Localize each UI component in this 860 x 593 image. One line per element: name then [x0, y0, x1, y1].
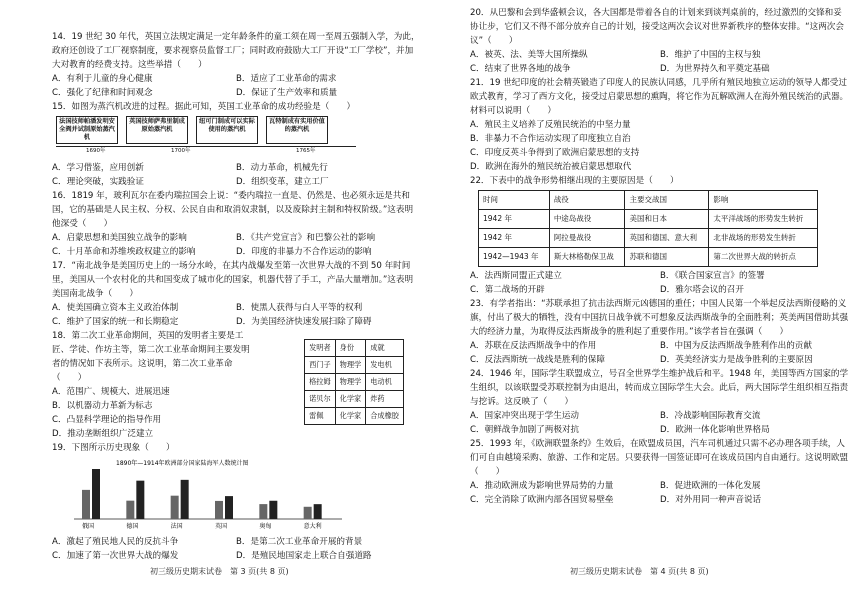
table-header: 主要交战国	[625, 191, 709, 210]
option-d: D．是殖民地国家走上联合自强道路	[236, 551, 372, 561]
category-label: 奥匈	[259, 523, 272, 530]
option-a: A．启蒙思想和美国独立战争的影响	[52, 233, 187, 243]
question-text: 15．如图为蒸汽机改进的过程。据此可知，英国工业革命的成功经验是（ ）	[52, 102, 356, 112]
question-text: 14．19 世纪 30 年代，英国立法规定满足一定年龄条件的童工须在周一至周五强制入学，为此，政府还创设了工厂视察制度，要求视察员监督工厂；同时政府鼓励大工厂开设“工厂学校”，并加大对教育的经费支持。这些举措（ ）	[52, 32, 420, 70]
option-d: D．保证了生产效率和质量	[236, 88, 338, 98]
question-21	[470, 76, 850, 174]
option-a: A．范围广、规模大、进展迅速	[52, 387, 170, 397]
option-b: B．《共产党宣言》和巴黎公社的影响	[236, 233, 376, 243]
chart-bar	[304, 507, 312, 519]
option-b: B．是第二次工业革命开展的背景	[236, 537, 363, 547]
question-text: 19．下图所示历史现象（ ）	[52, 443, 175, 453]
table-cell: 1942 年	[479, 210, 550, 229]
table-cell: 苏联和德国	[625, 248, 709, 267]
year-label: 1765年	[296, 148, 316, 154]
option-c: C．维护了国家的统一和长期稳定	[52, 317, 179, 327]
chart-bar	[136, 481, 144, 519]
option-c: C．强化了纪律和时间观念	[52, 88, 153, 98]
table-cell: 斯大林格勒保卫战	[549, 248, 625, 267]
table-header: 身份	[335, 340, 366, 357]
flow-box: 纽可门制成可以实际使用的蒸汽机	[196, 116, 258, 144]
question-23	[470, 297, 850, 367]
table-cell: 北非战场的形势发生转折	[709, 229, 818, 248]
option-d: D．为美国经济快速发展扫除了障碍	[236, 317, 372, 327]
table-cell: 雷佩	[305, 408, 336, 425]
option-a: A．国家冲突出现于学生运动	[470, 411, 580, 421]
option-a: A．有利于儿童的身心健康	[52, 74, 153, 84]
category-label: 俄国	[82, 523, 95, 530]
chart-bar	[269, 501, 277, 519]
question-text: 18．第二次工业革命期间，英国的发明者主要是工匠、学徒、作坊主等，第二次工业革命期间主要发明者的情况如下表所示。这说明，第二次工业革命（ ）	[52, 331, 250, 383]
option-c: C．十月革命和苏维埃政权建立的影响	[52, 247, 196, 257]
option-d: D．推动垄断组织广泛建立	[52, 429, 154, 439]
option-b: B．动力革命，机械先行	[236, 163, 328, 173]
option-d: D．欧洲在海外的殖民统治被启蒙思想取代	[470, 162, 632, 172]
option-b: B．促进欧洲的一体化发展	[660, 481, 761, 491]
chart-bar	[171, 496, 179, 519]
table-cell: 化学家	[335, 408, 366, 425]
option-c: C．朝鲜战争加剧了两极对抗	[470, 425, 580, 435]
chart-bar	[225, 496, 233, 519]
table-cell: 炸药	[366, 391, 404, 408]
table-cell: 电动机	[366, 374, 404, 391]
war-table	[478, 190, 818, 267]
question-text: 17．“南北战争是美国历史上的一场分水岭，在其内战爆发至第一次世界大战的不到 50 年时间里，美国从一个农村化的共和国变成了城市化的国家，机器代替了手工，产品大量增加。”这表明美国南北战争（ ）	[52, 261, 414, 299]
option-c: C．结束了世界各地的战争	[470, 64, 571, 74]
question-17	[52, 259, 420, 329]
option-b: B．中国为反法西斯战争胜利作出的贡献	[660, 341, 812, 351]
chart-bar	[215, 501, 223, 519]
inventor-table	[304, 339, 404, 425]
option-b: B．非暴力不合作运动实现了印度独立自治	[470, 134, 631, 144]
chart-bar	[314, 504, 322, 519]
page-footer: 初三级历史期末试卷 第 3 页(共 8 页)	[150, 567, 289, 576]
steam-engine-flow	[56, 116, 420, 144]
table-cell: 英国和德国、意大利	[625, 229, 709, 248]
table-cell: 诺贝尔	[305, 391, 336, 408]
flow-box: 英国技师萨弗里制成原始蒸汽机	[126, 116, 188, 144]
chart-title: 1890年—1914年欧洲部分国家陆海军人数统计图	[116, 460, 249, 467]
table-cell: 合成橡胶	[366, 408, 404, 425]
question-14	[52, 30, 420, 100]
question-text: 25．1993 年，《欧洲联盟条约》生效后，在欧盟成员国，汽车司机通过只需不必办理各项手续，人们可自由越境采购、旅游、工作和定居。只要获得一国签证即可在该成员国内自由通行。这说明欧盟（ ）	[470, 439, 849, 477]
table-cell: 阿拉曼战役	[549, 229, 625, 248]
option-d: D．为世界持久和平奠定基础	[660, 64, 770, 74]
question-24	[470, 367, 850, 437]
option-c: C．完全消除了欧洲内部各国贸易壁垒	[470, 495, 614, 505]
question-25	[470, 437, 850, 507]
question-22	[470, 174, 850, 297]
table-header: 时间	[479, 191, 550, 210]
question-15	[52, 100, 420, 189]
option-a: A．法西斯同盟正式建立	[470, 271, 562, 281]
option-a: A．使美国确立资本主义政治体制	[52, 303, 179, 313]
table-header: 影响	[709, 191, 818, 210]
table-cell: 发电机	[366, 357, 404, 374]
option-d: D．英美经济实力是战争胜利的主要原因	[660, 355, 813, 365]
table-cell: 1942—1943 年	[479, 248, 550, 267]
option-a: A．被英、法、美等大国所操纵	[470, 50, 588, 60]
option-c: C．加速了第一次世界大战的爆发	[52, 551, 179, 561]
chart-bar	[181, 480, 189, 519]
table-cell: 1942 年	[479, 229, 550, 248]
page-footer: 初三级历史期末试卷 第 4 页(共 8 页)	[570, 567, 709, 576]
option-a: A．苏联在反法西斯战争中的作用	[470, 341, 597, 351]
question-text: 20．从巴黎和会到华盛顿会议，各大国都是带着各自的计划来到谈判桌前的，经过激烈的交锋和妥协让步，它们又不得不部分放弃自己的计划，接受这两次会议对世界新秩序的整体安排。“这两次会议”（ ）	[470, 8, 844, 46]
question-text: 22．下表中的战争形势相继出现的主要原因是（ ）	[470, 176, 679, 186]
flow-box: 法国技师帕潘发明安全阀并试制原始蒸汽机	[56, 116, 118, 144]
question-text: 24．1946 年，国际学生联盟成立，号召全世界学生维护战后和平。1948 年，美国等西方国家的学生组织，以该联盟受苏联控制为由退出，转而成立国际学生大会。此后，两大国际学生组织相互指责与挖诉。这反映了（ ）	[470, 369, 849, 407]
table-cell: 化学家	[335, 391, 366, 408]
option-b: B．《联合国家宣言》的签署	[660, 271, 765, 281]
option-c: C．反法西斯统一战线是胜利的保障	[470, 355, 605, 365]
option-b: B．冷战影响国际教育交流	[660, 411, 761, 421]
category-label: 意大利	[303, 523, 322, 530]
chart-svg	[56, 457, 346, 535]
chart-bar	[82, 490, 90, 519]
option-a: A．激起了殖民地人民的反抗斗争	[52, 537, 179, 547]
chart-bar	[126, 501, 134, 519]
category-label: 法国	[170, 523, 183, 530]
right-page	[430, 0, 860, 593]
table-cell: 物理学	[335, 374, 366, 391]
option-d: D．印度的非暴力不合作运动的影响	[236, 247, 372, 257]
option-d: D．对外用同一种声音说话	[660, 495, 762, 505]
option-d: D．欧洲一体化影响世界格局	[660, 425, 770, 435]
year-label: 1700年	[171, 148, 191, 154]
table-cell: 第二次世界大战的转折点	[709, 248, 818, 267]
question-19	[52, 441, 420, 563]
question-16	[52, 189, 420, 259]
table-cell: 西门子	[305, 357, 336, 374]
table-header: 发明者	[305, 340, 336, 357]
category-label: 英国	[215, 523, 228, 530]
question-text: 21．19 世纪印度的社会精英锻造了印度人的民族认同感，几乎所有殖民地独立运动的领导人都受过欧式教育，学习了西方文化，接受过启蒙思想的熏陶，将它作为瓦解欧洲人在海外殖民统治的武器。材料可以说明（ ）	[470, 78, 849, 116]
question-20	[470, 6, 850, 76]
category-label: 德国	[126, 523, 139, 530]
question-18	[52, 329, 420, 441]
table-cell: 物理学	[335, 357, 366, 374]
table-cell: 美国和日本	[625, 210, 709, 229]
option-b: B．使黑人获得与白人平等的权利	[236, 303, 363, 313]
option-a: A．殖民主义培养了反殖民统治的中坚力量	[470, 120, 631, 130]
table-cell: 格拉姆	[305, 374, 336, 391]
option-b: B．以机器动力革新为标志	[52, 401, 153, 411]
army-chart	[56, 457, 346, 535]
option-c: C．印度反英斗争得到了欧洲启蒙思想的支持	[470, 148, 640, 158]
flow-box: 瓦特制成有实用价值的蒸汽机	[266, 116, 328, 144]
chart-bar	[92, 469, 100, 519]
table-cell: 太平洋战场的形势发生转折	[709, 210, 818, 229]
option-a: A．推动欧洲成为影响世界局势的力量	[470, 481, 614, 491]
chart-bar	[259, 504, 267, 519]
option-c: C．第二战场的开辟	[470, 285, 545, 295]
question-text: 23．有学者指出：“苏联承担了抗击法西斯元凶德国的重任；中国人民第一个举起反法西斯侵略的义旗，付出了极大的牺牲，没有中国抗日战争就不可想象反法西斯战争的全面胜利；英美两国借助其强大的经济力量，为取得反法西斯战争的胜利起了重要作用。”该学者旨在强调（ ）	[470, 299, 849, 337]
question-text: 16．1819 年，玻利瓦尔在委内瑞拉国会上说：“委内瑞拉一直是、仍然是、也必须永远是共和国，它的基础是人民主权、分权、公民自由和取消奴隶制，以及废除封主制和特权阶级。”这表明他深受（ ）	[52, 191, 414, 229]
year-label: 1690年	[86, 148, 106, 154]
option-c: C．理论突破，实践验证	[52, 177, 144, 187]
timeline	[56, 146, 356, 159]
table-header: 战役	[549, 191, 625, 210]
option-d: D．组织变革，建立工厂	[236, 177, 329, 187]
table-header: 成就	[366, 340, 404, 357]
option-c: C．凸显科学理论的指导作用	[52, 415, 162, 425]
table-cell: 中途岛战役	[549, 210, 625, 229]
option-b: B．维护了中国的主权与独	[660, 50, 761, 60]
option-b: B．适应了工业革命的需求	[236, 74, 337, 84]
option-a: A．学习借鉴，应用创新	[52, 163, 144, 173]
option-d: D．雅尔塔会议的召开	[660, 285, 744, 295]
